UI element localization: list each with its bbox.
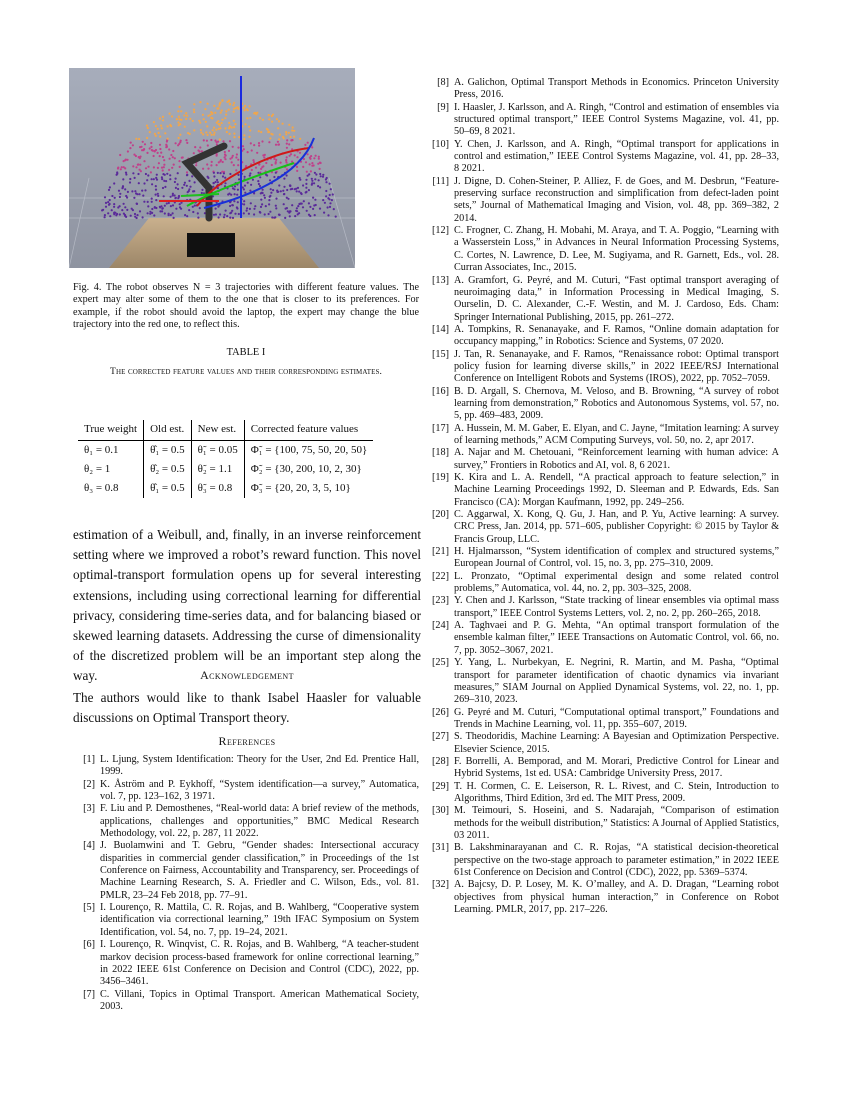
reference-number: [2] — [83, 778, 95, 790]
reference-text: F. Borrelli, A. Bemporad, and M. Morari, Predictive Control for Linear and Hybrid Systems, 1st ed. USA: Cambridge University Press, 2017. — [454, 755, 779, 780]
reference-item — [427, 842, 779, 879]
reference-number: [6] — [83, 939, 95, 951]
reference-text: A. Gramfort, G. Peyré, and M. Cuturi, “Fast optimal transport averaging of neuroimaging data,” in Information Processing in Medical Imaging, S. Ourselin, D. C. Alexander, C.-F. Westin, and M. J. Cardoso, Eds. Cham: Springer International Publishing, 2015, pp. 261–272. — [454, 274, 779, 323]
reference-item — [427, 707, 779, 732]
header-old-est: Old est. — [144, 420, 192, 441]
reference-number: [18] — [432, 447, 449, 459]
reference-item — [427, 139, 779, 176]
reference-item — [427, 620, 779, 657]
reference-text: J. Tan, R. Senanayake, and F. Ramos, “Renaissance robot: Optimal transport policy fusion for learning diverse skills,” in 2022 IEEE/RSJ International Conference on Intelligent Robots and Systems (IROS), 2022, pp. 7052–7059. — [454, 348, 779, 385]
reference-number: [17] — [432, 422, 449, 434]
acknowledgement-text: The authors would like to thank Isabel Haasler for valuable discussions on Optimal Transport theory. — [73, 690, 421, 726]
reference-number: [19] — [432, 472, 449, 483]
figure-caption: Fig. 4. The robot observes N = 3 trajectories with different feature values. The expert may alter some of them to the one that is closer to its preferences. For example, if the robot should avoid the laptop, the expert may change the blue trajectory into the red one, to reflect this. — [73, 282, 419, 330]
reference-item — [73, 989, 419, 1014]
reference-item — [427, 731, 779, 756]
reference-text: A. Najar and M. Chetouani, “Reinforcement learning with human advice: A survey,” Frontiers in Robotics and AI, vol. 8, 6 2021. — [454, 447, 779, 471]
reference-item — [427, 77, 779, 102]
reference-number: [3] — [83, 803, 95, 815]
table-title: TABLE I — [226, 347, 266, 358]
reference-text: M. Teimouri, S. Hoseini, and S. Nadarajah, “Comparison of estimation methods for the weibull distribution,” Statistics: A Journal of Applied Statistics, 03 2011. — [454, 805, 779, 841]
reference-number: [26] — [432, 706, 449, 718]
reference-number: [29] — [432, 780, 449, 792]
reference-number: [24] — [432, 620, 449, 632]
cell-old-est: θ̂₁ = 0.5 — [144, 479, 192, 498]
reference-item — [427, 102, 779, 139]
reference-item — [427, 423, 779, 448]
reference-item — [427, 756, 779, 781]
reference-item — [427, 546, 779, 571]
reference-text: Y. Chen and J. Karlsson, “State tracking of linear ensembles via optimal mass transport,” IEEE Control Systems Letters, vol. 2, no. 2, pp. 260–265, 2018. — [454, 595, 779, 619]
reference-number: [10] — [432, 138, 449, 150]
reference-text: J. Digne, D. Cohen-Steiner, P. Alliez, F. de Goes, and M. Desbrun, “Feature-preserving surface reconstruction and simplification from defect-laden point sets,” Journal of Mathematical Imaging and Vision, vol. 48, pp. 369–382, 2 2014. — [454, 175, 779, 224]
references-list-left — [73, 754, 419, 1013]
reference-number: [27] — [432, 731, 449, 743]
reference-text: C. Frogner, C. Zhang, H. Mobahi, M. Araya, and T. A. Poggio, “Learning with a Wasserstein Loss,” in Advances in Neural Information Processing Systems, C. Cortes, N. Lawrence, D. Lee, M. Sugiyama, and R. Garnett, Eds., vol. 28. Curran Associates, Inc., 2015. — [454, 225, 779, 274]
reference-text: J. Buolamwini and T. Gebru, “Gender shades: Intersectional accuracy disparities in commercial gender classification,” in Proceedings of the 1st Conference on Fairness, Accountability and Transparency, ser. Proceedings of Machine Learning Research, S. A. Friedler and C. Wilson, Eds., vol. 81. PMLR, 23–24 Feb 2018, pp. 77–91. — [100, 840, 419, 901]
cell-old-est: θ̂₁ = 0.5 — [144, 441, 192, 461]
cell-new-est: θ̃₃ = 0.8 — [191, 479, 244, 498]
laptop — [187, 233, 235, 257]
reference-number: [4] — [83, 840, 95, 852]
reference-text: Y. Chen, J. Karlsson, and A. Ringh, “Optimal transport for applications in control and estimation,” IEEE Control Systems Magazine, vol. 41, pp. 28–33, 8 2021. — [454, 138, 779, 175]
reference-text: C. Villani, Topics in Optimal Transport. American Mathematical Society, 2003. — [100, 988, 419, 1012]
cell-true-weight: θ₂ = 1 — [78, 460, 144, 479]
reference-item — [427, 879, 779, 916]
reference-number: [8] — [437, 77, 449, 88]
reference-number: [23] — [432, 595, 449, 607]
reference-text: L. Pronzato, “Optimal experimental design and some related control problems,” Automatica, vol. 44, no. 2, pp. 303–325, 2008. — [454, 570, 779, 595]
reference-text: A. Taghvaei and P. G. Mehta, “An optimal transport formulation of the ensemble kalman filter,” IEEE Transactions on Automatic Control, vol. 66, no. 7, pp. 3052–3067, 2021. — [454, 620, 779, 656]
reference-text: I. Lourenço, R. Mattila, C. R. Rojas, and B. Wahlberg, “Cooperative system identification via correctional learning,” 19th IFAC Symposium on System Identification, vol. 54, no. 7, pp. 19–24, 2021. — [100, 902, 419, 938]
reference-item — [73, 840, 419, 902]
reference-number: [28] — [432, 755, 449, 767]
reference-text: T. H. Cormen, C. E. Leiserson, R. L. Rivest, and C. Stein, Introduction to Algorithms, Third Edition, 3rd ed. The MIT Press, 2009. — [454, 780, 779, 804]
reference-number: [20] — [432, 509, 449, 521]
reference-item — [427, 176, 779, 225]
header-true-weight: True weight — [78, 420, 144, 441]
reference-number: [31] — [432, 842, 449, 854]
reference-number: [13] — [432, 274, 449, 286]
reference-text: C. Aggarwal, X. Kong, Q. Gu, J. Han, and P. Yu, Active learning: A survey. CRC Press, Jan. 2014, pp. 571–605, publisher Copyright: © 2015 by Taylor & Francis Group, LLC. — [454, 509, 779, 545]
cell-true-weight: θ₁ = 0.1 — [78, 441, 144, 461]
reference-number: [5] — [83, 902, 95, 914]
cell-new-est: θ̃₂ = 1.1 — [191, 460, 244, 479]
reference-number: [12] — [432, 225, 449, 237]
cell-corrected-values: Φ̃₂ = {30, 200, 10, 2, 30} — [250, 463, 362, 475]
table-row — [78, 479, 373, 498]
reference-item — [73, 754, 419, 779]
reference-text: F. Liu and P. Demosthenes, “Real-world data: A brief review of the methods, applications, challenges and opportunities,” BMC Medical Research Methodology, vol. 22, p. 287, 11 2022. — [100, 803, 419, 840]
reference-item — [73, 803, 419, 840]
cell-corrected-values: Φ̃₃ = {20, 20, 3, 5, 10} — [250, 482, 351, 494]
reference-text: G. Peyré and M. Cuturi, “Computational optimal transport,” Foundations and Trends in Machine Learning, vol. 11, pp. 355–607, 2019. — [454, 706, 779, 730]
reference-text: A. Bajcsy, D. P. Losey, M. K. O’malley, and A. D. Dragan, “Learning robot objectives from physical human interaction,” in Conference on Robot Learning. PMLR, 2017, pp. 217–226. — [454, 879, 779, 916]
reference-text: S. Theodoridis, Machine Learning: A Bayesian and Optimization Perspective. Elsevier Science, 2015. — [454, 731, 779, 755]
table-row — [78, 460, 373, 479]
reference-number: [32] — [432, 879, 449, 891]
body-paragraph: estimation of a Weibull, and, finally, in an inverse reinforcement setting where we improved a robot’s reward function. This novel optimal-transport formulation opens up for several interesting extensions, including using correctional learning for differential privacy, considering time-series data, and for balancing biased or skewed learning datasets. Addressing the curse of dimensionality of the discretized problem will be an important step along the way. — [73, 527, 421, 684]
reference-text: A. Galichon, Optimal Transport Methods in Economics. Princeton University Press, 2016. — [454, 77, 779, 101]
reference-item — [427, 781, 779, 806]
reference-number: [21] — [432, 546, 449, 558]
cell-new-est: θ̃₁ = 0.05 — [191, 441, 244, 461]
reference-text: Y. Yang, L. Nurbekyan, E. Negrini, R. Martin, and M. Pasha, “Optimal transport for parameter identification of chaotic dynamics via invariant measures,” SIAM Journal on Applied Dynamical Systems, vol. 22, no. 1, pp. 269–310, 2023. — [454, 657, 779, 706]
reference-item — [427, 386, 779, 423]
reference-item — [73, 779, 419, 804]
reference-number: [22] — [432, 570, 449, 582]
references-list-right — [427, 77, 779, 916]
reference-number: [25] — [432, 657, 449, 669]
reference-item — [427, 509, 779, 546]
reference-item — [427, 275, 779, 324]
acknowledgement-heading: Acknowledgement — [200, 668, 294, 682]
reference-item — [427, 447, 779, 472]
reference-number: [1] — [83, 754, 95, 765]
reference-text: B. D. Argall, S. Chernova, M. Veloso, and B. Browning, “A survey of robot learning from demonstration,” Robotics and Autonomous Systems, vol. 57, no. 5, pp. 469–483, 2009. — [454, 385, 779, 422]
reference-text: A. Tompkins, R. Senanayake, and F. Ramos, “Online domain adaptation for occupancy mapping,” in Robotics: Science and Systems, 07 2020. — [454, 323, 779, 348]
reference-item — [427, 805, 779, 842]
cell-true-weight: θ₃ = 0.8 — [78, 479, 144, 498]
reference-item — [73, 902, 419, 939]
references-heading: References — [218, 734, 276, 748]
reference-number: [16] — [432, 385, 449, 397]
feature-values-table — [78, 420, 373, 498]
reference-text: H. Hjalmarsson, “System identification of complex and structured systems,” European Journal of Control, vol. 15, no. 3, pp. 275–310, 2009. — [454, 546, 779, 570]
reference-item — [73, 939, 419, 988]
table-row — [78, 441, 373, 461]
cell-corrected-values: Φ̃₁ = {100, 75, 50, 20, 50} — [250, 444, 368, 456]
reference-text: L. Ljung, System Identification: Theory for the User, 2nd Ed. Prentice Hall, 1999. — [100, 754, 419, 778]
reference-number: [7] — [83, 988, 95, 1000]
reference-text: K. Åström and P. Eykhoff, “System identification—a survey,” Automatica, vol. 7, pp. 123–162, 3 1971. — [100, 778, 419, 803]
reference-item — [427, 225, 779, 274]
reference-text: A. Hussein, M. M. Gaber, E. Elyan, and C. Jayne, “Imitation learning: A survey of learning methods,” ACM Computing Surveys, vol. 50, no. 2, apr 2017. — [454, 422, 779, 446]
table-header-row — [78, 420, 373, 441]
header-corrected-values: Corrected feature values — [244, 420, 373, 441]
reference-number: [9] — [437, 101, 449, 113]
reference-number: [15] — [432, 348, 449, 360]
reference-item — [427, 657, 779, 706]
reference-number: [30] — [432, 805, 449, 817]
header-new-est: New est. — [191, 420, 244, 441]
reference-item — [427, 324, 779, 349]
table-caption: The corrected feature values and their corresponding estimates. — [110, 366, 382, 377]
reference-text: I. Lourenço, R. Winqvist, C. R. Rojas, and B. Wahlberg, “A teacher-student markov decision process-based framework for online correctional learning,” in 2022 IEEE 61st Conference on Decision and Control (CDC), 2022, pp. 3456–3461. — [100, 939, 419, 988]
reference-item — [427, 472, 779, 509]
reference-number: [14] — [432, 323, 449, 335]
reference-text: B. Lakshminarayanan and C. R. Rojas, “A statistical decision-theoretical perspective on the two-stage approach to parameter estimation,” in 2022 IEEE 61st Conference on Decision and Control (CDC), 2022, pp. 5369–5374. — [454, 842, 779, 878]
reference-item — [427, 571, 779, 596]
reference-text: K. Kira and L. A. Rendell, “A practical approach to feature selection,” in Machine Learning Proceedings 1992, D. Sleeman and P. Edwards, Eds. San Francisco (CA): Morgan Kaufmann, 1992, pp. 249–256. — [454, 472, 779, 508]
robot-trajectory-figure — [69, 68, 355, 268]
cell-old-est: θ̂₂ = 0.5 — [144, 460, 192, 479]
reference-item — [427, 595, 779, 620]
reference-text: I. Haasler, J. Karlsson, and A. Ringh, “Control and estimation of ensembles via structured optimal transport,” IEEE Control Systems Magazine, vol. 41, pp. 50–69, 8 2021. — [454, 101, 779, 138]
reference-item — [427, 349, 779, 386]
reference-number: [11] — [432, 175, 449, 187]
